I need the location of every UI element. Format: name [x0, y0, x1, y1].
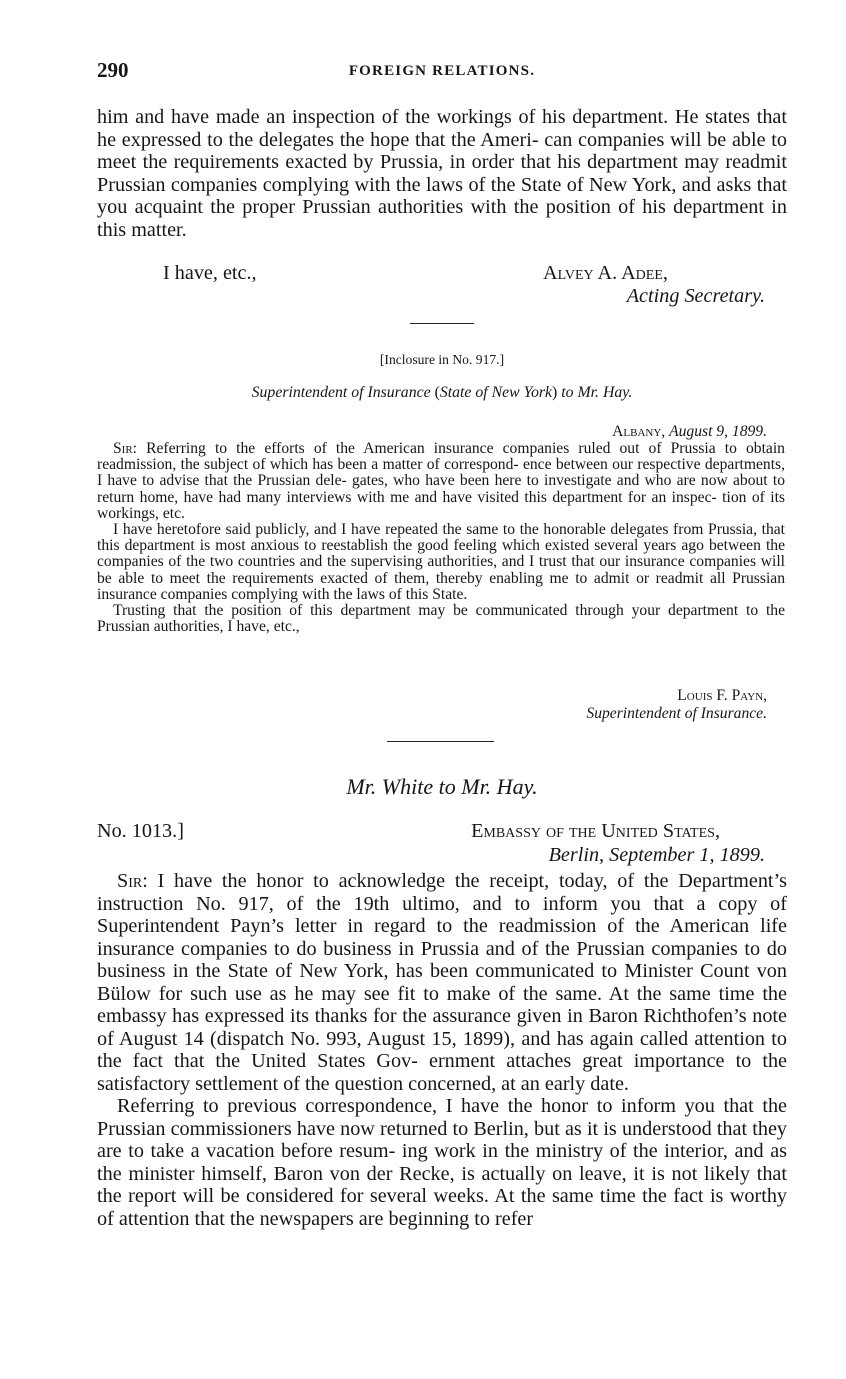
inclosure-paragraph-3: Trusting that the position of this department may be communicated through your department to the Prussian authorities, I have, etc.,: [97, 602, 785, 636]
inclosure-heading: Superintendent of Insurance (State of New York) to Mr. Hay.: [251, 384, 633, 401]
inclosure-label: [Inclosure in No. 917.]: [379, 352, 505, 367]
letter1-closing: I have, etc.,: [163, 262, 257, 284]
section-divider: [410, 323, 474, 324]
letter2-number: No. 1013.]: [97, 820, 184, 842]
inclosure-body: [97, 441, 785, 635]
letter2-heading: Mr. White to Mr. Hay.: [346, 774, 538, 799]
letter2-paragraph-2: Referring to previous correspondence, I have the honor to inform you that the Prussian commissioners have now returned to Berlin, but as it is understood that they are to take a vacation before resum- ing work in the ministry of the interior, and as the minister himself, Baron von der Recke, is actually on leave, it is not likely that the report will be considered for several weeks. At the same time the fact is worthy of attention that the newspapers are beginning to refer: [97, 1095, 788, 1230]
letter2-paragraph-1: Sir: I have the honor to acknowledge the receipt, today, of the Department’s instruction No. 917, of the 19th ultimo, and to inform you that a copy of Superintendent Payn’s letter in regard to the readmission of the American life insurance companies to do business in Prussia and of the Prussian companies to do business in the State of New York, has been communicated to Minister Count von Bülow for such use as he may see fit to make of the same. At the same time the embassy has expressed its thanks for the assurance given in Baron Richthofen’s note of August 14 (dispatch No. 993, August 15, 1899), and has again called attention to the fact that the United States Gov- ernment attaches great importance to the satisfactory settlement of the question concerned, at an early date.: [97, 870, 788, 1095]
page-header: [97, 58, 787, 88]
inclosure-paragraph-2: I have heretofore said publicly, and I have repeated the same to the honorable delegates from Prussia, that this department is most anxious to reestablish the good feeling which existed several years ago between the companies of the two countries and the supervising authorities, and I trust that our insurance companies will be able to meet the requirements exacted of them, thereby enabling me to admit or readmit all Prussian insurance companies complying with the laws of this State.: [97, 521, 785, 603]
letter2-place-date: Berlin, September 1, 1899.: [548, 844, 765, 866]
letter2-embassy: Embassy of the United States,: [471, 820, 720, 842]
inclosure-signature-name: Louis F. Payn,: [677, 687, 767, 704]
running-head: FOREIGN RELATIONS.: [348, 63, 536, 79]
inclosure-dateline: Albany, August 9, 1899.: [612, 423, 767, 440]
page-number: 290: [97, 58, 129, 82]
letter1-signature-title: Acting Secretary.: [626, 285, 765, 307]
section-divider: [387, 741, 494, 742]
letter1-paragraph: him and have made an inspection of the workings of his department. He states that he expressed to the delegates the hope that the Ameri- can companies will be able to meet the requirements exacted by Prussia, in order that his department may readmit Prussian companies complying with the laws of the State of New York, and asks that you acquaint the proper Prussian authorities with the position of his department in this matter.: [97, 106, 788, 241]
inclosure-paragraph-1: Sir: Referring to the efforts of the American insurance companies ruled out of Prussia to obtain readmission, the subject of which has been a matter of correspond- ence between our respective departments, I have to advise that the Prussian dele- gates, who have been here to investigate and who are now about to return home, have had many interviews with me and have visited this department for an inspec- tion of its workings, etc.: [97, 440, 785, 522]
letter2-body: [97, 870, 787, 1230]
letter1-signature-name: Alvey A. Adee,: [543, 262, 668, 284]
inclosure-signature-title: Superintendent of Insurance.: [586, 705, 767, 722]
letter1-body: [97, 106, 787, 241]
